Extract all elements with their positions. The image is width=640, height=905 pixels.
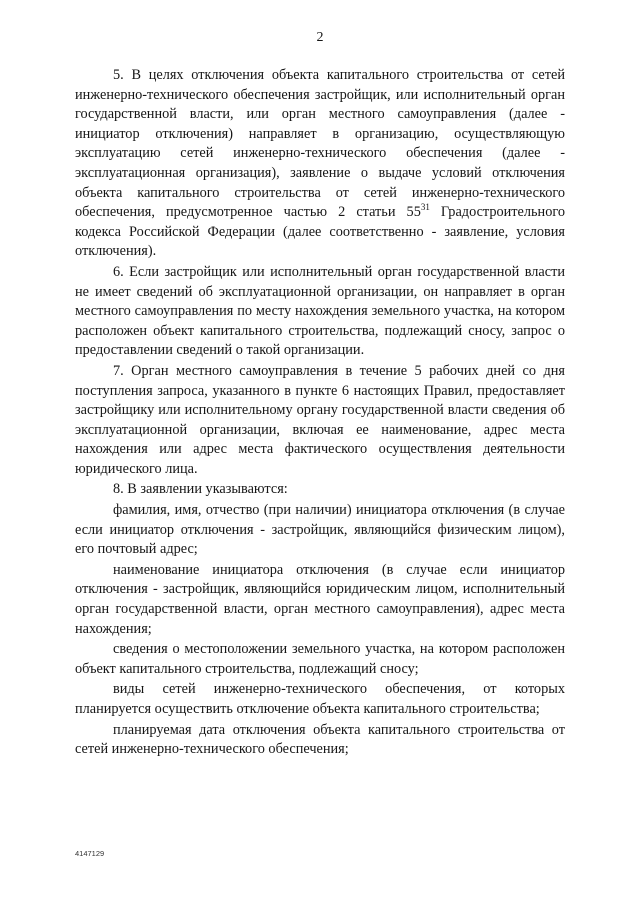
list-item-land-location: сведения о местоположении земельного участка, на котором расположен объект капитального строительства, подлежащий сносу;	[75, 641, 565, 677]
paragraph-7: 7. Орган местного самоуправления в течение 5 рабочих дней со дня поступления запроса, указанного в пункте 6 настоящих Правил, предоставляет застройщику или исполнительному органу государственной власти сведения об эксплуатационной организации, включая ее наименование, адрес места нахождения или адрес места фактического осуществления деятельности юридического лица.	[75, 362, 565, 477]
paragraph-5	[75, 66, 565, 262]
list-item-applicant-name: фамилия, имя, отчество (при наличии) инициатора отключения (в случае если инициатор отключения - застройщик, являющийся физическим лицом), его почтовый адрес;	[75, 502, 565, 558]
article-superscript: 31	[420, 202, 430, 213]
document-body	[75, 66, 565, 761]
paragraph-6: 6. Если застройщик или исполнительный орган государственной власти не имеет сведений об эксплуатационной организации, он направляет в орган местного самоуправления по месту нахождения земельного участка, на котором расположен объект капитального строительства, подлежащий сносу, запрос о предоставлении сведений о такой организации.	[75, 263, 565, 359]
page-number: 2	[316, 30, 324, 45]
list-item-network-types: виды сетей инженерно-технического обеспечения, от которых планируется осуществить отключение объекта капитального строительства;	[75, 681, 565, 717]
paragraph-5-text: 5. В целях отключения объекта капитального строительства от сетей инженерно-технического обеспечения застройщик, или исполнительный орган государственной власти, или орган местного самоуправления (далее - инициатор отключения) направляет в организацию, осуществляющую эксплуатацию сетей инженерно-технического обеспечения (далее - эксплуатационная организация), заявление о выдаче условий отключения объекта капитального строительства от сетей инженерно-технического обеспечения, предусмотренное частью 2 статьи 55	[75, 67, 565, 221]
list-item-planned-date: планируемая дата отключения объекта капитального строительства от сетей инженерно-технического обеспечения;	[75, 721, 565, 758]
paragraph-8: 8. В заявлении указываются:	[113, 481, 288, 498]
document-code: 4147129	[75, 849, 105, 858]
list-item-applicant-org: наименование инициатора отключения (в случае если инициатор отключения - застройщик, являющийся юридическим лицом, исполнительный орган государственной власти, орган местного самоуправления), адрес места нахождения;	[75, 561, 565, 637]
paragraph-5-text-cont: Градостроительного кодекса Российской Федерации (далее соответственно - заявление, условия отключения).	[75, 204, 565, 260]
